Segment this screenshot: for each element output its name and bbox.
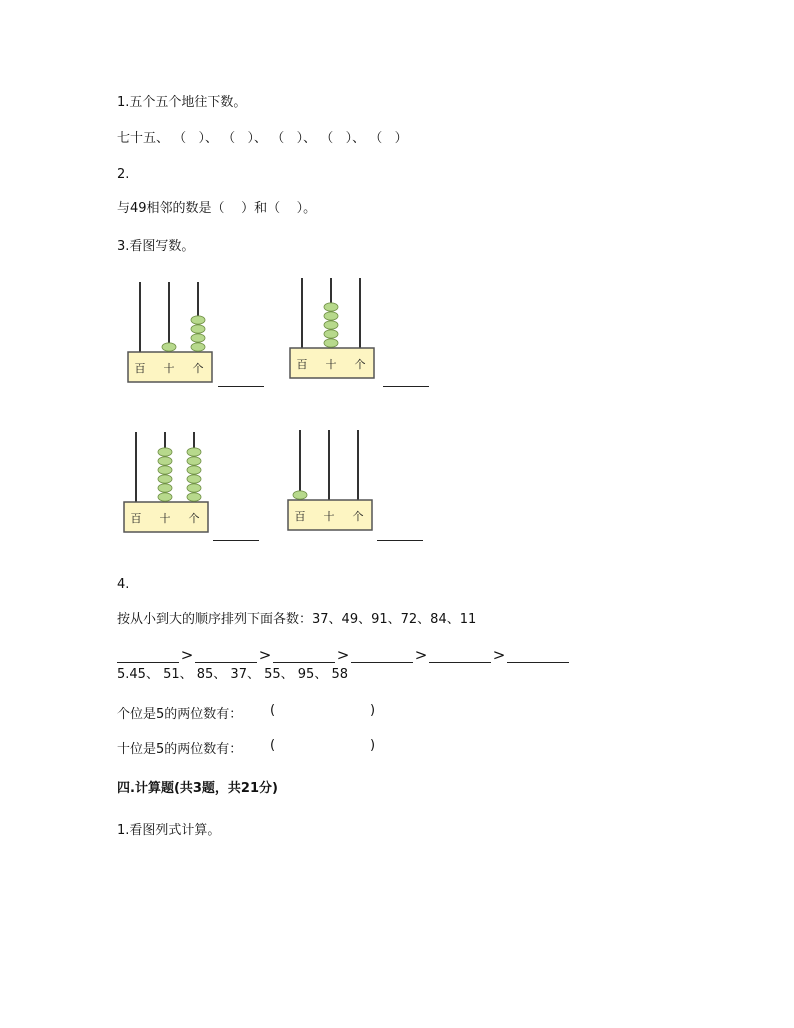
ones-digit-label: 个位是5的两位数有： <box>117 707 243 722</box>
abacus-bead <box>191 316 205 324</box>
order-blank-1[interactable] <box>117 646 179 663</box>
greater-than-sign: > <box>414 646 428 664</box>
abacus-bead <box>187 475 201 483</box>
abacus-bead <box>324 321 338 329</box>
abacus-3 <box>122 432 212 534</box>
q1-count-line: 七十五、 （ ）、 （ ）、 （ ）、 （ ）、 （ ） <box>117 131 408 146</box>
abacus-bead <box>158 457 172 465</box>
greater-than-sign: > <box>336 646 350 664</box>
abacus-label-tens: 十 <box>159 512 171 525</box>
abacus-bead <box>191 334 205 342</box>
paren-close: ) <box>370 703 376 718</box>
abacus-bead <box>324 303 338 311</box>
q1-title: 1.五个五个地往下数。 <box>117 95 247 110</box>
paren-open: ( <box>270 703 276 718</box>
abacus-label-hundreds: 百 <box>294 510 306 523</box>
greater-than-sign: > <box>492 646 506 664</box>
abacus-label-ones: 个 <box>192 362 204 375</box>
answer-blank-2[interactable] <box>383 386 429 387</box>
q2-title: 2. <box>117 167 130 182</box>
q4-instruction: 按从小到大的顺序排列下面各数：37、49、91、72、84、11 <box>117 612 477 627</box>
abacus-bead <box>293 491 307 499</box>
abacus-bead <box>158 466 172 474</box>
section4-q1-title: 1.看图列式计算。 <box>117 823 221 838</box>
greater-than-sign: > <box>180 646 194 664</box>
paren-close: ) <box>370 738 376 753</box>
abacus-bead <box>158 448 172 456</box>
q4-title: 4. <box>117 577 130 592</box>
abacus-bead <box>324 330 338 338</box>
abacus-label-tens: 十 <box>325 358 337 371</box>
abacus-bead <box>324 339 338 347</box>
abacus-bead <box>158 475 172 483</box>
abacus-bead <box>187 484 201 492</box>
q5-numbers: 5.45、 51、 85、 37、 55、 95、 58 <box>117 667 348 682</box>
abacus-label-ones: 个 <box>352 510 364 523</box>
abacus-label-ones: 个 <box>354 358 366 371</box>
order-blank-4[interactable] <box>351 646 413 663</box>
abacus-label-tens: 十 <box>163 362 175 375</box>
abacus-bead <box>187 493 201 501</box>
order-blank-2[interactable] <box>195 646 257 663</box>
abacus-label-tens: 十 <box>323 510 335 523</box>
abacus-bead <box>187 448 201 456</box>
abacus-bead <box>187 457 201 465</box>
paren-open: ( <box>270 738 276 753</box>
abacus-bead <box>158 493 172 501</box>
abacus-bead <box>187 466 201 474</box>
order-blank-5[interactable] <box>429 646 491 663</box>
answer-blank-4[interactable] <box>377 540 423 541</box>
abacus-2 <box>288 278 378 380</box>
order-blank-6[interactable] <box>507 646 569 663</box>
abacus-label-hundreds: 百 <box>296 358 308 371</box>
abacus-bead <box>162 343 176 351</box>
abacus-label-ones: 个 <box>188 512 200 525</box>
answer-blank-1[interactable] <box>218 386 264 387</box>
greater-than-sign: > <box>258 646 272 664</box>
abacus-bead <box>191 325 205 333</box>
order-blank-3[interactable] <box>273 646 335 663</box>
abacus-label-hundreds: 百 <box>134 362 146 375</box>
abacus-bead <box>191 343 205 351</box>
abacus-label-hundreds: 百 <box>130 512 142 525</box>
abacus-bead <box>158 484 172 492</box>
section-heading: 四.计算题(共3题，共21分) <box>117 781 278 796</box>
abacus-1 <box>126 282 216 384</box>
q3-title: 3.看图写数。 <box>117 239 195 254</box>
abacus-bead <box>324 312 338 320</box>
tens-digit-label: 十位是5的两位数有： <box>117 742 243 757</box>
q2-neighbors-line: 与49相邻的数是（ ）和（ ）。 <box>117 201 317 216</box>
answer-blank-3[interactable] <box>213 540 259 541</box>
abacus-4 <box>286 430 376 532</box>
order-sequence <box>117 646 569 663</box>
